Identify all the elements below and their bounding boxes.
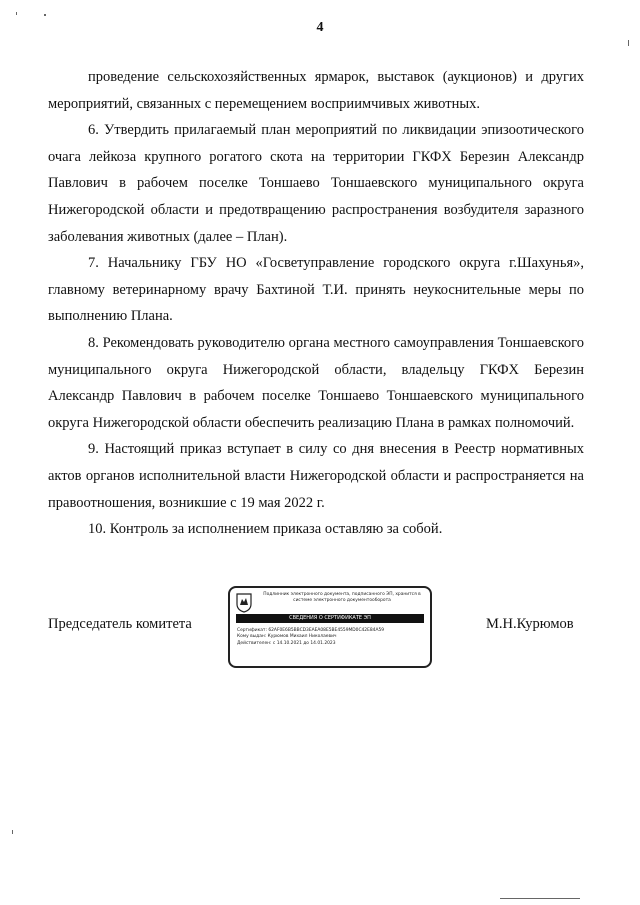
certificate-owner: Кому выдан: Курюмов Михаил Николаевич: [237, 634, 337, 640]
paragraph-7: 7. Начальнику ГБУ НО «Госветуправление городского округа г.Шахунья», главному ветеринарному врачу Бахтиной Т.И. принять неукоснительные меры по выполнению Плана.: [48, 255, 584, 325]
certificate-validity: Действителен: с 14.10.2021 до 14.01.2023: [237, 640, 336, 646]
scan-mark: [628, 40, 629, 46]
signatory-title: Председатель комитета: [48, 616, 192, 632]
coat-of-arms-icon: [236, 593, 252, 613]
paragraph-8: 8. Рекомендовать руководителю органа местного самоуправления Тоншаевского муниципального округа Нижегородской области, владельцу ГКФХ Березин Александр Павлович в рабочем поселке Тоншаево Тоншаевского муниципального округа Нижегородской области обеспечить реализацию Плана в рамках полномочий.: [48, 334, 584, 431]
paragraph-9: 9. Настоящий приказ вступает в силу со дня внесения в Реестр нормативных актов органов исполнительной власти Нижегородской области и распространяется на правоотношения, возникшие с 19 мая 2022 г.: [48, 441, 584, 511]
certificate-details: [237, 628, 427, 647]
scan-mark: [500, 898, 580, 899]
scan-mark: [16, 12, 17, 15]
scan-mark: [44, 14, 46, 16]
stamp-banner: СВЕДЕНИЯ О СЕРТИФИКАТЕ ЭП: [236, 614, 424, 623]
signatory-name: М.Н.Курюмов: [486, 616, 574, 632]
stamp-notice: Подлинник электронного документа, подписанного ЭП, хранится в системе электронного документооборота: [263, 592, 421, 603]
document-body: [48, 64, 584, 543]
scan-mark: [12, 830, 13, 834]
paragraph-continuation: проведение сельскохозяйственных ярмарок, выставок (аукционов) и других мероприятий, связанных с перемещением восприимчивых животных.: [48, 69, 584, 112]
electronic-signature-stamp: [228, 586, 432, 668]
certificate-number: Сертификат: 62AF0E6B5BBCD3EAEA08E5BE4559MD0C42E84A59: [237, 628, 385, 633]
paragraph-10: 10. Контроль за исполнением приказа оставляю за собой.: [88, 521, 443, 538]
page-number: 4: [316, 20, 324, 35]
paragraph-6: 6. Утвердить прилагаемый план мероприятий по ликвидации эпизоотического очага лейкоза крупного рогатого скота на территории ГКФХ Березин Александр Павлович в рабочем поселке Тоншаево Тоншаевского муниципального округа Нижегородской области и предотвращению распространения возбудителя заразного заболевания животных (далее – План).: [48, 122, 584, 245]
